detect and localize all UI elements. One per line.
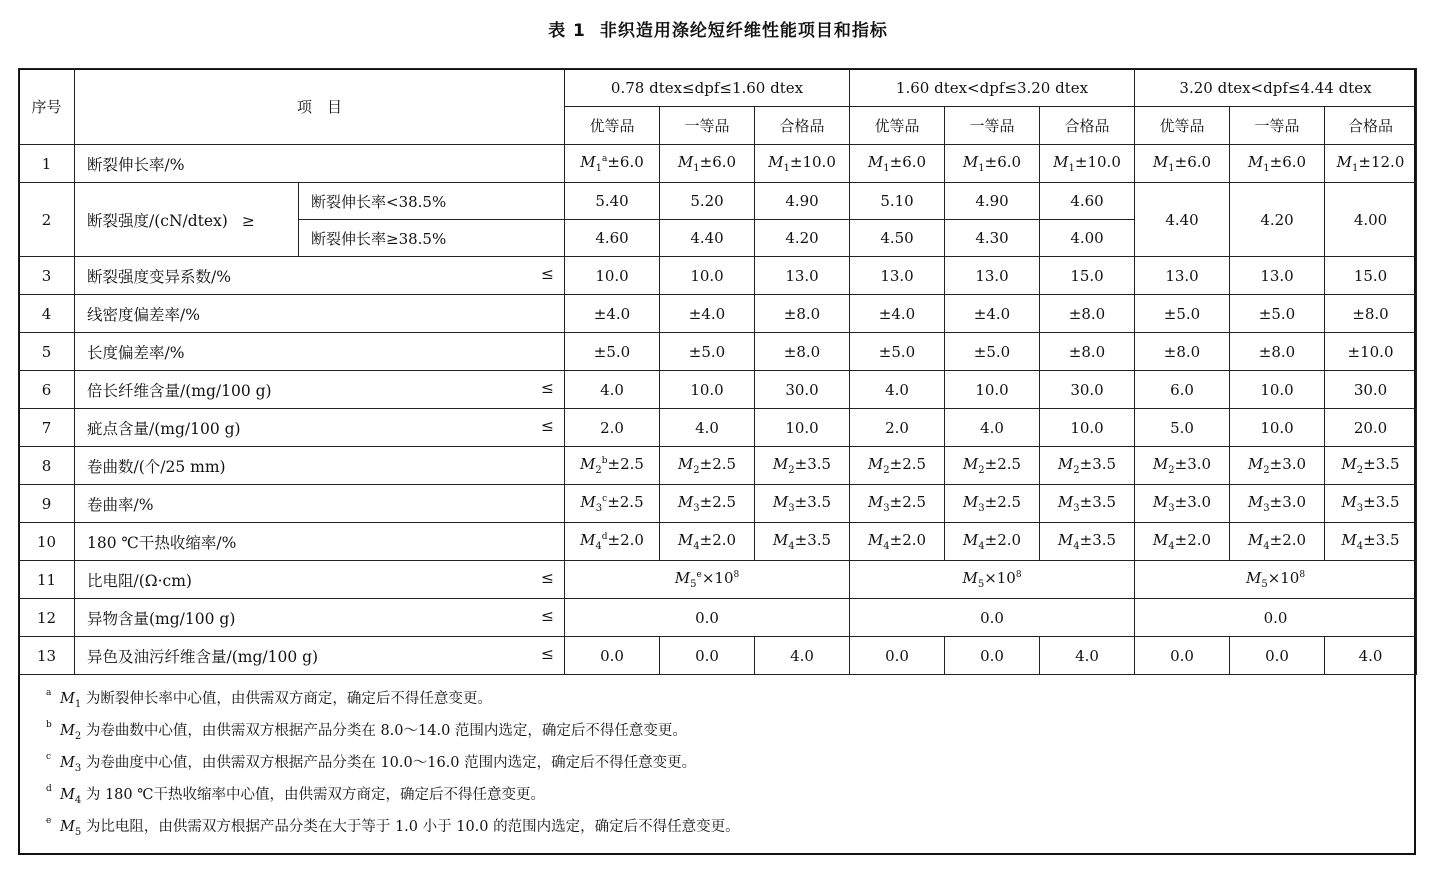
value-cell: ±10.0 bbox=[1325, 333, 1417, 371]
value-cell: 20.0 bbox=[1325, 409, 1417, 447]
comparator: ≤ bbox=[541, 644, 555, 663]
value-cell: $M_2\pm 3.5$ bbox=[1040, 447, 1135, 485]
row-number: 4 bbox=[19, 295, 75, 333]
footnote-mark: d bbox=[46, 784, 52, 794]
value-cell: 13.0 bbox=[945, 257, 1040, 295]
row-number: 8 bbox=[19, 447, 75, 485]
value-cell: 0.0 bbox=[850, 637, 945, 675]
value-cell: $M_4\pm 2.0$ bbox=[660, 523, 755, 561]
spec-table bbox=[18, 68, 1417, 675]
row-item: 长度偏差率/% bbox=[75, 333, 565, 371]
value-cell: 0.0 bbox=[565, 599, 850, 637]
row-item: 比电阻/(Ω·cm) ≤ bbox=[75, 561, 565, 599]
value-cell: 4.40 bbox=[660, 220, 755, 257]
footnote-mark: c bbox=[46, 752, 52, 762]
value-cell: 4.20 bbox=[1230, 183, 1325, 257]
value-cell: 0.0 bbox=[945, 637, 1040, 675]
value-cell: 5.0 bbox=[1135, 409, 1230, 447]
table-row bbox=[19, 145, 1417, 183]
value-cell: 10.0 bbox=[1230, 409, 1325, 447]
footnote: c $M_3$ 为卷曲度中心值，由供需双方根据产品分类在 10.0～16.0 范围内选定，确定后不得任意变更。 bbox=[60, 747, 740, 779]
value-cell: ±5.0 bbox=[850, 333, 945, 371]
comparator: ≤ bbox=[541, 378, 555, 397]
value-cell: 10.0 bbox=[1230, 371, 1325, 409]
footnote-mark: b bbox=[46, 720, 52, 730]
footnotes bbox=[46, 683, 740, 843]
row-item: 断裂伸长率/% bbox=[75, 145, 565, 183]
value-cell: 2.0 bbox=[565, 409, 660, 447]
row-number: 11 bbox=[19, 561, 75, 599]
row-item: 倍长纤维含量/(mg/100 g) ≤ bbox=[75, 371, 565, 409]
value-cell: 10.0 bbox=[565, 257, 660, 295]
row-item: 疵点含量/(mg/100 g) ≤ bbox=[75, 409, 565, 447]
header-group-2: 1.60 dtex<dpf≤3.20 dtex bbox=[850, 69, 1135, 107]
header-group-1: 0.78 dtex≤dpf≤1.60 dtex bbox=[565, 69, 850, 107]
value-cell: 5.20 bbox=[660, 183, 755, 220]
table-row bbox=[19, 257, 1417, 295]
value-cell: 4.90 bbox=[945, 183, 1040, 220]
header-seq: 序号 bbox=[19, 69, 75, 145]
row-item: 卷曲率/% bbox=[75, 485, 565, 523]
value-cell: $M_1\pm 6.0$ bbox=[1230, 145, 1325, 183]
value-cell: $M_2\pm 3.5$ bbox=[1325, 447, 1417, 485]
value-cell: ±8.0 bbox=[1135, 333, 1230, 371]
value-cell: 4.50 bbox=[850, 220, 945, 257]
value-cell: 0.0 bbox=[1135, 599, 1417, 637]
value-cell: 4.90 bbox=[755, 183, 850, 220]
row-number: 10 bbox=[19, 523, 75, 561]
value-cell: 0.0 bbox=[1135, 637, 1230, 675]
row-number: 9 bbox=[19, 485, 75, 523]
value-cell: ±4.0 bbox=[660, 295, 755, 333]
value-cell: 13.0 bbox=[1135, 257, 1230, 295]
footnote: b $M_2$ 为卷曲数中心值，由供需双方根据产品分类在 8.0～14.0 范围内选定，确定后不得任意变更。 bbox=[60, 715, 740, 747]
value-cell: 0.0 bbox=[850, 599, 1135, 637]
table-title bbox=[0, 16, 1436, 41]
value-cell: $M_2\pm 3.0$ bbox=[1135, 447, 1230, 485]
value-cell: 30.0 bbox=[1040, 371, 1135, 409]
value-cell: $M_2\pm 2.5$ bbox=[850, 447, 945, 485]
row-item: 异物含量(mg/100 g) ≤ bbox=[75, 599, 565, 637]
header-grade: 一等品 bbox=[945, 107, 1040, 145]
header-group-3: 3.20 dtex<dpf≤4.44 dtex bbox=[1135, 69, 1417, 107]
value-cell: 5.10 bbox=[850, 183, 945, 220]
header-grade: 合格品 bbox=[1325, 107, 1417, 145]
value-cell: 30.0 bbox=[755, 371, 850, 409]
row-item: 断裂强度/(cN/dtex) ≥ bbox=[75, 183, 299, 257]
value-cell: $M_4\pm 2.0$ bbox=[945, 523, 1040, 561]
table-row bbox=[19, 637, 1417, 675]
value-cell: 4.0 bbox=[660, 409, 755, 447]
value-cell: ±8.0 bbox=[1230, 333, 1325, 371]
value-cell: $M_4\pm 3.5$ bbox=[1325, 523, 1417, 561]
value-cell: 4.30 bbox=[945, 220, 1040, 257]
value-cell: $M_4\pm 3.5$ bbox=[755, 523, 850, 561]
row-item: 异色及油污纤维含量/(mg/100 g) ≤ bbox=[75, 637, 565, 675]
value-cell: 4.0 bbox=[850, 371, 945, 409]
table-row bbox=[19, 295, 1417, 333]
value-cell: 2.0 bbox=[850, 409, 945, 447]
value-cell: ±5.0 bbox=[1135, 295, 1230, 333]
value-cell: $M_5\times 10^8$ bbox=[1135, 561, 1417, 599]
header-grade: 一等品 bbox=[1230, 107, 1325, 145]
table-row bbox=[19, 561, 1417, 599]
footnote: e $M_5$ 为比电阻，由供需双方根据产品分类在大于等于 1.0 小于 10.0 的范围内选定，确定后不得任意变更。 bbox=[60, 811, 740, 843]
value-cell: $M_1\pm 12.0$ bbox=[1325, 145, 1417, 183]
value-cell: $M_3\pm 3.0$ bbox=[1230, 485, 1325, 523]
comparator: ≥ bbox=[241, 211, 255, 230]
value-cell: 10.0 bbox=[660, 257, 755, 295]
value-cell: ±5.0 bbox=[565, 333, 660, 371]
value-cell: $M_1\pm 6.0$ bbox=[850, 145, 945, 183]
value-cell: 4.0 bbox=[755, 637, 850, 675]
value-cell: $M_1\pm 6.0$ bbox=[1135, 145, 1230, 183]
row-number: 7 bbox=[19, 409, 75, 447]
value-cell: ±5.0 bbox=[660, 333, 755, 371]
value-cell: 5.40 bbox=[565, 183, 660, 220]
value-cell: $M_3\pm 2.5$ bbox=[945, 485, 1040, 523]
value-cell: 4.0 bbox=[1325, 637, 1417, 675]
header-grade: 优等品 bbox=[565, 107, 660, 145]
header-grade: 一等品 bbox=[660, 107, 755, 145]
value-cell: $M_3\pm 2.5$ bbox=[850, 485, 945, 523]
value-cell: $M_2\pm 3.0$ bbox=[1230, 447, 1325, 485]
value-cell: 10.0 bbox=[660, 371, 755, 409]
header-row-groups bbox=[19, 69, 1417, 107]
value-cell: 4.00 bbox=[1325, 183, 1417, 257]
value-cell: ±4.0 bbox=[945, 295, 1040, 333]
value-cell: $M_2^b\pm 2.5$ bbox=[565, 447, 660, 485]
comparator: ≤ bbox=[541, 568, 555, 587]
row-item: 卷曲数/(个/25 mm) bbox=[75, 447, 565, 485]
value-cell: 13.0 bbox=[755, 257, 850, 295]
value-cell: $M_2\pm 3.5$ bbox=[755, 447, 850, 485]
value-cell: $M_2\pm 2.5$ bbox=[660, 447, 755, 485]
value-cell: ±8.0 bbox=[755, 295, 850, 333]
header-item: 项 目 bbox=[75, 69, 565, 145]
footnote-mark: e bbox=[46, 816, 52, 826]
value-cell: $M_1\pm 10.0$ bbox=[755, 145, 850, 183]
value-cell: 4.20 bbox=[755, 220, 850, 257]
header-grade: 优等品 bbox=[1135, 107, 1230, 145]
value-cell: ±8.0 bbox=[1040, 333, 1135, 371]
row-number: 2 bbox=[19, 183, 75, 257]
value-cell: $M_4\pm 3.5$ bbox=[1040, 523, 1135, 561]
comparator: ≤ bbox=[541, 416, 555, 435]
table-row bbox=[19, 409, 1417, 447]
row-subitem: 断裂伸长率<38.5% bbox=[299, 183, 565, 220]
value-cell: 4.0 bbox=[565, 371, 660, 409]
value-cell: 4.0 bbox=[1040, 637, 1135, 675]
value-cell: $M_3\pm 3.0$ bbox=[1135, 485, 1230, 523]
value-cell: 0.0 bbox=[1230, 637, 1325, 675]
value-cell: ±5.0 bbox=[945, 333, 1040, 371]
value-cell: $M_1^a\pm 6.0$ bbox=[565, 145, 660, 183]
value-cell: 4.40 bbox=[1135, 183, 1230, 257]
value-cell: 15.0 bbox=[1040, 257, 1135, 295]
value-cell: ±4.0 bbox=[850, 295, 945, 333]
value-cell: $M_3\pm 3.5$ bbox=[1325, 485, 1417, 523]
value-cell: $M_5\times 10^8$ bbox=[850, 561, 1135, 599]
comparator: ≤ bbox=[541, 606, 555, 625]
row-item: 断裂强度变异系数/% ≤ bbox=[75, 257, 565, 295]
header-grade: 合格品 bbox=[1040, 107, 1135, 145]
table-row bbox=[19, 333, 1417, 371]
value-cell: 4.60 bbox=[1040, 183, 1135, 220]
row-subitem: 断裂伸长率≥38.5% bbox=[299, 220, 565, 257]
value-cell: $M_4^d\pm 2.0$ bbox=[565, 523, 660, 561]
comparator: ≤ bbox=[541, 264, 555, 283]
value-cell: ±4.0 bbox=[565, 295, 660, 333]
row-number: 3 bbox=[19, 257, 75, 295]
header-grade: 合格品 bbox=[755, 107, 850, 145]
value-cell: $M_3\pm 2.5$ bbox=[660, 485, 755, 523]
table-row bbox=[19, 183, 1417, 220]
value-cell: 13.0 bbox=[1230, 257, 1325, 295]
row-number: 5 bbox=[19, 333, 75, 371]
table-number: 表 1 bbox=[548, 21, 586, 41]
value-cell: $M_4\pm 2.0$ bbox=[1135, 523, 1230, 561]
table-caption: 非织造用涤纶短纤维性能项目和指标 bbox=[599, 21, 888, 41]
value-cell: 10.0 bbox=[755, 409, 850, 447]
value-cell: $M_1\pm 6.0$ bbox=[660, 145, 755, 183]
value-cell: 10.0 bbox=[945, 371, 1040, 409]
value-cell: 4.0 bbox=[945, 409, 1040, 447]
value-cell: 15.0 bbox=[1325, 257, 1417, 295]
value-cell: 13.0 bbox=[850, 257, 945, 295]
value-cell: ±8.0 bbox=[1325, 295, 1417, 333]
table-row bbox=[19, 447, 1417, 485]
row-number: 6 bbox=[19, 371, 75, 409]
value-cell: $M_4\pm 2.0$ bbox=[1230, 523, 1325, 561]
table-row bbox=[19, 371, 1417, 409]
value-cell: $M_1\pm 10.0$ bbox=[1040, 145, 1135, 183]
table-row bbox=[19, 485, 1417, 523]
row-item: 线密度偏差率/% bbox=[75, 295, 565, 333]
value-cell: 0.0 bbox=[660, 637, 755, 675]
value-cell: $M_3\pm 3.5$ bbox=[1040, 485, 1135, 523]
value-cell: $M_4\pm 2.0$ bbox=[850, 523, 945, 561]
row-number: 1 bbox=[19, 145, 75, 183]
value-cell: 10.0 bbox=[1040, 409, 1135, 447]
value-cell: 0.0 bbox=[565, 637, 660, 675]
table-row bbox=[19, 599, 1417, 637]
table-row bbox=[19, 523, 1417, 561]
row-number: 12 bbox=[19, 599, 75, 637]
value-cell: $M_3\pm 3.5$ bbox=[755, 485, 850, 523]
value-cell: 30.0 bbox=[1325, 371, 1417, 409]
footnote: d $M_4$ 为 180 ℃干热收缩率中心值，由供需双方商定，确定后不得任意变更。 bbox=[60, 779, 740, 811]
value-cell: $M_1\pm 6.0$ bbox=[945, 145, 1040, 183]
footnote-mark: a bbox=[46, 688, 52, 698]
value-cell: ±8.0 bbox=[1040, 295, 1135, 333]
row-item: 180 ℃干热收缩率/% bbox=[75, 523, 565, 561]
value-cell: $M_3^c\pm 2.5$ bbox=[565, 485, 660, 523]
value-cell: $M_2\pm 2.5$ bbox=[945, 447, 1040, 485]
value-cell: 6.0 bbox=[1135, 371, 1230, 409]
value-cell: 4.00 bbox=[1040, 220, 1135, 257]
footnote: a $M_1$ 为断裂伸长率中心值，由供需双方商定，确定后不得任意变更。 bbox=[60, 683, 740, 715]
value-cell: 4.60 bbox=[565, 220, 660, 257]
value-cell: ±5.0 bbox=[1230, 295, 1325, 333]
row-number: 13 bbox=[19, 637, 75, 675]
value-cell: ±8.0 bbox=[755, 333, 850, 371]
header-grade: 优等品 bbox=[850, 107, 945, 145]
value-cell: $M_5^e\times 10^8$ bbox=[565, 561, 850, 599]
